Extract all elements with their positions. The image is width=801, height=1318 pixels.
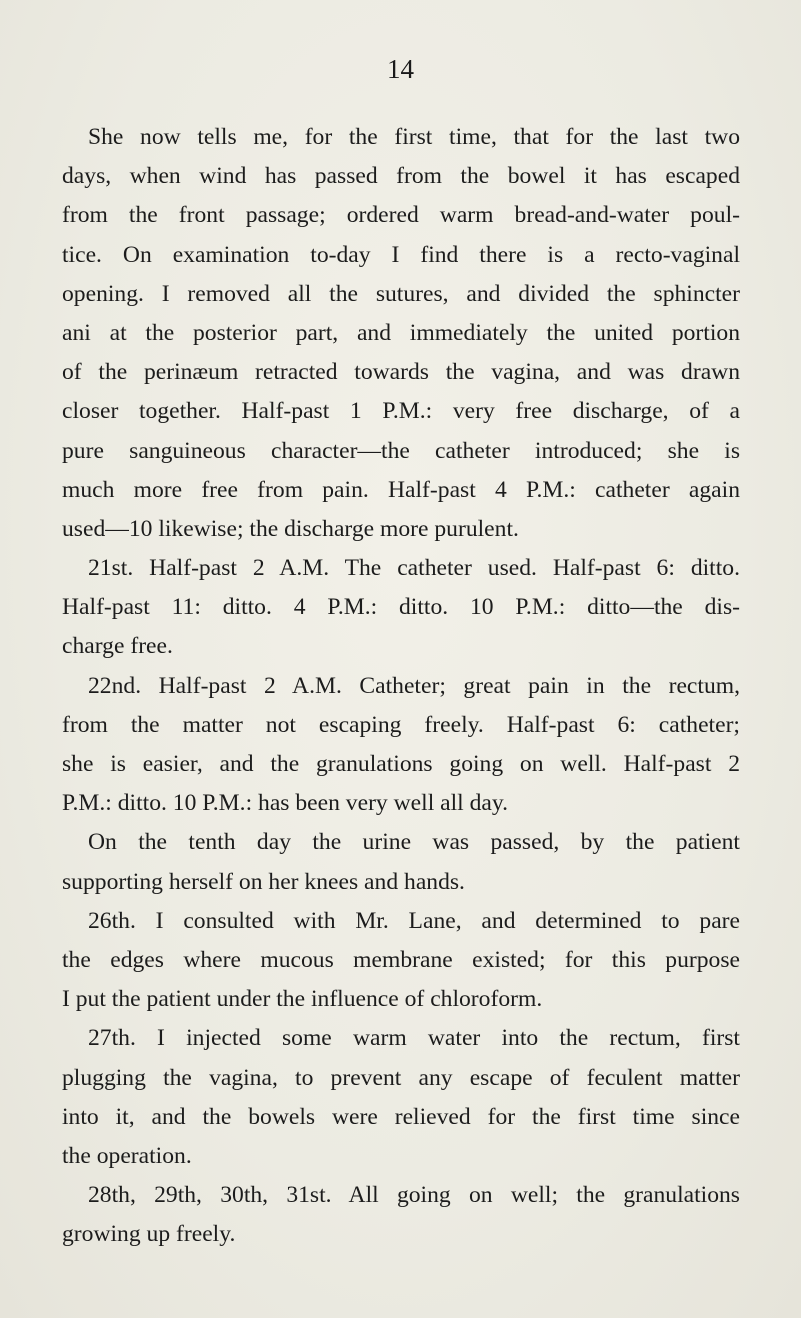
text-line: 22nd. Half-past 2 A.M. Catheter; great pain in the rectum, bbox=[88, 672, 740, 699]
text-line: days, when wind has passed from the bowel it has escaped bbox=[62, 163, 740, 190]
text-line: supporting herself on her knees and hands. bbox=[62, 868, 465, 895]
text-line: much more free from pain. Half-past 4 P.M.: catheter again bbox=[62, 476, 740, 503]
text-line: 28th, 29th, 30th, 31st. All going on well; the granulations bbox=[88, 1182, 740, 1209]
text-line: used—10 likewise; the discharge more purulent. bbox=[62, 515, 519, 542]
text-line: P.M.: ditto. 10 P.M.: has been very well all day. bbox=[62, 790, 509, 817]
text-line: she is easier, and the granulations going on well. Half-past 2 bbox=[62, 751, 740, 777]
page-number: 14 bbox=[387, 54, 414, 84]
text-line: I put the patient under the influence of chloroform. bbox=[62, 986, 543, 1013]
text-line: from the front passage; ordered warm bread-and-water poul- bbox=[62, 202, 740, 229]
text-line: On the tenth day the urine was passed, by the patient bbox=[88, 829, 740, 856]
text-line: the edges where mucous membrane existed; for this purpose bbox=[62, 946, 740, 973]
body-text bbox=[62, 118, 740, 1254]
text-line: She now tells me, for the first time, that for the last two bbox=[88, 124, 740, 150]
text-line: growing up freely. bbox=[62, 1221, 236, 1248]
text-line: plugging the vagina, to prevent any escape of feculent matter bbox=[62, 1064, 740, 1091]
text-line: closer together. Half-past 1 P.M.: very free discharge, of a bbox=[62, 398, 740, 425]
text-line: pure sanguineous character—the catheter introduced; she is bbox=[62, 437, 740, 464]
text-line: the operation. bbox=[62, 1142, 192, 1169]
text-line: Half-past 11: ditto. 4 P.M.: ditto. 10 P.M.: ditto—the dis- bbox=[62, 594, 740, 621]
text-line: of the perinæum retracted towards the vagina, and was drawn bbox=[62, 359, 740, 386]
text-line: from the matter not escaping freely. Half-past 6: catheter; bbox=[62, 711, 740, 738]
text-line: 27th. I injected some warm water into the rectum, first bbox=[88, 1025, 740, 1052]
text-line: opening. I removed all the sutures, and divided the sphincter bbox=[62, 280, 740, 307]
text-line: tice. On examination to-day I find there is a recto-vaginal bbox=[62, 241, 740, 268]
text-line: charge free. bbox=[62, 633, 173, 660]
text-line: 21st. Half-past 2 A.M. The catheter used. Half-past 6: ditto. bbox=[88, 555, 740, 582]
text-line: 26th. I consulted with Mr. Lane, and determined to pare bbox=[88, 907, 740, 934]
text-line: ani at the posterior part, and immediately the united portion bbox=[62, 319, 740, 346]
text-line: into it, and the bowels were relieved for the first time since bbox=[62, 1103, 740, 1130]
